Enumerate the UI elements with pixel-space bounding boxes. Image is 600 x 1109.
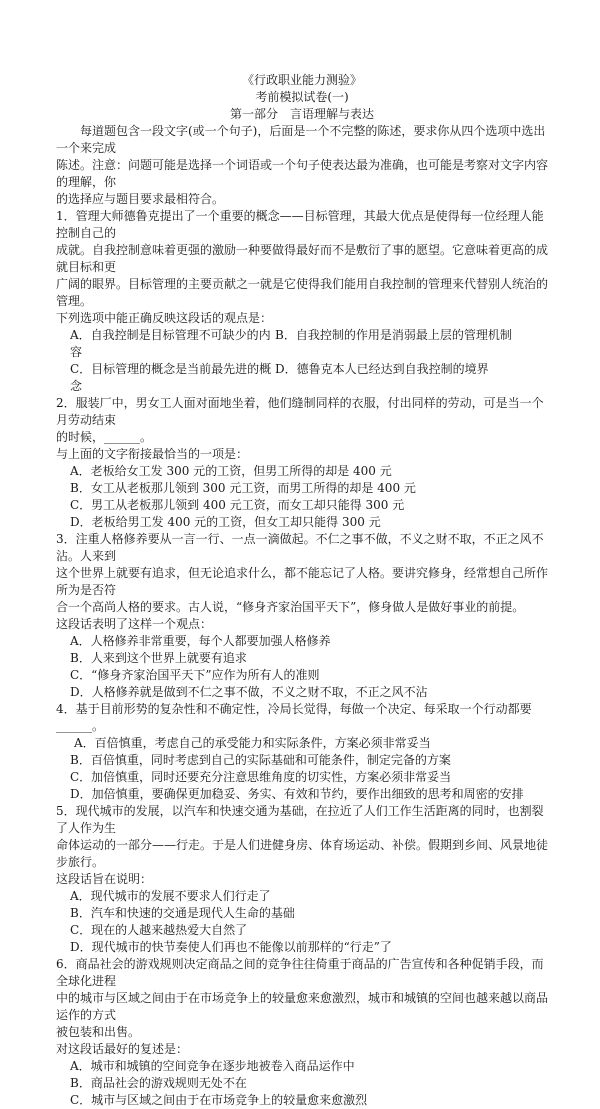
question-stem: 合一个高尚人格的要求。古人说，“修身齐家治国平天下”，修身做人是做好事业的前提。 — [56, 600, 525, 614]
option-c[interactable]: C．男工从老板那儿领到 400 元工资，而女工却只能得 300 元 — [70, 498, 405, 512]
option-d[interactable]: D．人格修养就是做到不仁之事不做，不义之财不取，不正之风不沾 — [70, 685, 428, 699]
question-stem: 广阔的眼界。目标管理的主要贡献之一就是它使得我们能用自我控制的管理来代替别人统治的管理。 — [56, 277, 549, 308]
option-c[interactable]: C．现在的人越来越热爱大自然了 — [70, 923, 248, 937]
option-b[interactable]: B．汽车和快速的交通是现代人生命的基础 — [70, 906, 295, 920]
section-heading: 第一部分 言语理解与表达 — [229, 107, 374, 121]
question-stem: 3．注重人格修养要从一言一行、一点一滴做起。不仁之事不做，不义之财不取，不正之风不沾。人来到 — [56, 532, 544, 563]
option-d[interactable]: D．德鲁克本人已经达到自我控制的境界 — [275, 362, 489, 376]
option-d[interactable]: D．老板给男工发 400 元的工资，但女工却只能得 300 元 — [70, 515, 381, 529]
exam-subtitle: 考前模拟试卷(一) — [255, 90, 349, 104]
instructions-line: 的选择应与题目要求最相符合。 — [56, 192, 225, 206]
option-a[interactable]: A．自我控制是目标管理不可缺少的内容 — [70, 328, 271, 359]
option-b[interactable]: B．人来到这个世界上就要有追求 — [70, 651, 247, 665]
exam-title: 《行政职业能力测验》 — [241, 73, 362, 87]
question-prompt: 与上面的文字衔接最恰当的一项是： — [56, 447, 249, 461]
question-stem: 1．管理大师德鲁克提出了一个重要的概念——目标管理，其最大优点是使得每一位经理人能控制自己的 — [56, 209, 544, 240]
option-d[interactable]: D．加倍慎重，要确保更加稳妥、务实、有效和节约，要作出细致的思考和周密的安排 — [70, 787, 524, 801]
question-5 — [56, 803, 548, 956]
option-a[interactable]: A．现代城市的发展不要求人们行走了 — [70, 889, 271, 903]
question-stem: 成就。自我控制意味着更强的激励一种要做得最好而不是敷衍了事的愿望。它意味着更高的成就目标和更 — [56, 243, 549, 274]
question-stem: 6．商品社会的游戏规则决定商品之间的竞争往往倚重于商品的广告宣传和各种促销手段，而全球化进程 — [56, 957, 544, 988]
question-prompt: 这段话表明了这样一个观点： — [56, 617, 213, 631]
question-6 — [56, 956, 548, 1109]
question-stem: 5．现代城市的发展，以汽车和快速交通为基础，在拉近了人们工作生活距离的同时，也割裂了人作为生 — [56, 804, 544, 835]
instructions — [56, 123, 548, 208]
question-stem: 4．基于目前形势的复杂性和不确定性，冷局长觉得，每做一个决定、每采取一个行动都要 ______。 — [56, 702, 532, 733]
question-prompt: 下列选项中能正确反映这段话的观点是： — [56, 311, 273, 325]
option-a[interactable]: A．人格修养非常重要，每个人都要加强人格修养 — [70, 634, 331, 648]
question-stem: 被包装和出售。 — [56, 1025, 141, 1039]
option-d[interactable]: D．现代城市的快节奏使人们再也不能像以前那样的“行走”了 — [70, 940, 392, 954]
question-4 — [56, 701, 548, 803]
question-3 — [56, 531, 548, 701]
question-prompt: 这段话旨在说明： — [56, 872, 153, 886]
option-a[interactable]: A．城市和城镇的空间竞争在逐步地被卷入商品运作中 — [70, 1059, 355, 1073]
option-b[interactable]: B．女工从老板那儿领到 300 元工资，而男工所得的却是 400 元 — [70, 481, 416, 495]
option-c[interactable]: C．城市与区域之间由于在市场竞争上的较量愈来愈激烈 — [70, 1093, 368, 1107]
option-b[interactable]: B．百倍慎重，同时考虑到自己的实际基础和可能条件，制定完备的方案 — [70, 753, 451, 767]
question-2 — [56, 395, 548, 531]
instructions-line: 每道题包含一段文字(或一个句子)，后面是一个不完整的陈述，要求你从四个选项中选出一个来完成 — [56, 124, 546, 155]
question-1 — [56, 208, 548, 395]
option-b[interactable]: B．自我控制的作用是消弱最上层的管理机制 — [275, 328, 512, 342]
question-stem: 这个世界上就要有追求，但无论追求什么，都不能忘记了人格。要讲究修身，经常想自己所作所为是否符 — [56, 566, 549, 597]
option-c[interactable]: C．加倍慎重，同时还要充分注意思维角度的切实性，方案必须非常妥当 — [70, 770, 452, 784]
option-c[interactable]: C．“修身齐家治国平天下”应作为所有人的准则 — [70, 668, 320, 682]
option-c[interactable]: C．目标管理的概念是当前最先进的概念 — [70, 362, 272, 393]
question-stem: 2．服装厂中，男女工人面对面地坐着，他们缝制同样的衣服，付出同样的劳动，可是当一个月劳动结束 — [56, 396, 544, 427]
question-stem: 的时候，______。 — [56, 430, 153, 444]
option-a[interactable]: A．老板给女工发 300 元的工资，但男工所得的却是 400 元 — [70, 464, 392, 478]
option-a[interactable]: A．百倍慎重，考虑自己的承受能力和实际条件，方案必须非常妥当 — [74, 736, 431, 750]
question-prompt: 对这段话最好的复述是： — [56, 1042, 189, 1056]
option-b[interactable]: B．商品社会的游戏规则无处不在 — [70, 1076, 247, 1090]
instructions-line: 陈述。注意：问题可能是选择一个词语或一个句子使表达最为准确，也可能是考察对文字内容的理解，你 — [56, 158, 549, 189]
question-stem: 中的城市与区域之间由于在市场竞争上的较量愈来愈激烈，城市和城镇的空间也越来越以商品运作的方式 — [56, 991, 549, 1022]
question-stem: 命体运动的一部分——行走。于是人们进健身房、体育场运动、补偿。假期到乡间、风景地徒步旅行。 — [56, 838, 549, 869]
